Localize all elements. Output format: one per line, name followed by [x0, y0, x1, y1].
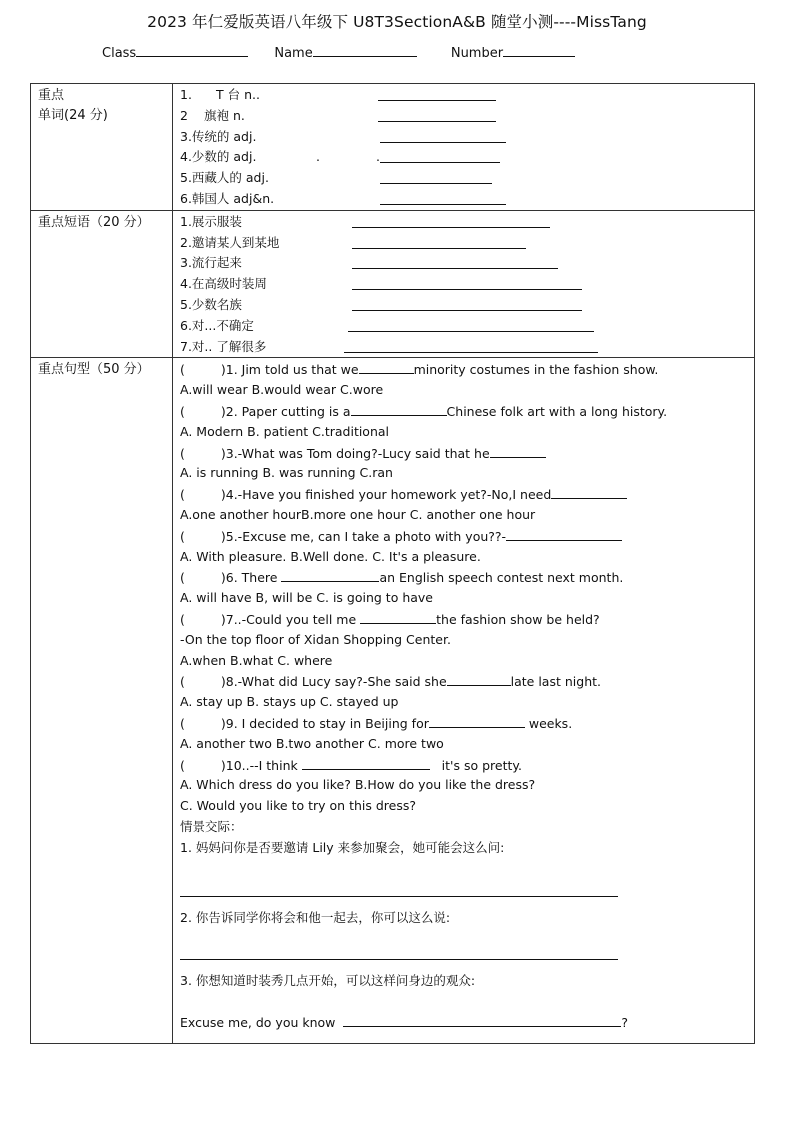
situational-answer-1 [180, 858, 754, 908]
question-line [180, 567, 754, 588]
question-text: )4.-Have you finished your homework yet?-No,I need [220, 487, 552, 503]
vocab-item-text: T 台 n.. [216, 87, 260, 102]
phrase-item [180, 316, 754, 337]
answer-bracket[interactable]: ( [180, 528, 185, 544]
question-line [180, 755, 754, 776]
phrases-label-cell [31, 210, 173, 358]
situational-question-3: 3. 你想知道时装秀几点开始，可以这样问身边的观众: [180, 973, 476, 989]
option-line: A. is running B. was running C.ran [180, 465, 393, 481]
phrase-item-text: 4.在高级时装周 [180, 276, 267, 292]
question-line [180, 671, 754, 692]
question-text: )8.-What did Lucy say?-She said she [220, 674, 447, 690]
question-text: the fashion show be held? [436, 611, 600, 627]
answer-blank[interactable] [359, 359, 414, 374]
option-line: A.when B.what C. where [180, 652, 333, 668]
vocab-answer-blank[interactable] [378, 121, 496, 122]
vocab-item-text: 5.西藏人的 adj. [180, 170, 269, 186]
question-text: weeks. [528, 715, 573, 731]
situational-question-2: 2. 你告诉同学你将会和他一起去，你可以这么说: [180, 910, 451, 926]
answer-blank[interactable] [281, 567, 379, 582]
vocab-item [180, 147, 754, 168]
vocab-label-cell [31, 84, 173, 211]
vocab-item-text: 4.少数的 adj. [180, 149, 257, 165]
phrase-item [180, 212, 754, 233]
vocab-answer-blank[interactable] [380, 204, 506, 205]
question-line [180, 713, 754, 734]
phrase-answer-blank[interactable] [352, 248, 526, 249]
vocab-item [180, 168, 754, 189]
phrase-item [180, 253, 754, 274]
answer-prefix: Excuse me, do you know [180, 1015, 336, 1031]
phrase-item [180, 233, 754, 254]
question-text: an English speech contest next month. [379, 570, 624, 586]
sentences-content-cell [173, 358, 755, 1044]
phrase-answer-blank[interactable] [352, 268, 558, 269]
vocab-label-line2: 单词(24 分) [38, 108, 108, 123]
question-text: late last night. [510, 674, 601, 690]
question-text: )10..--I think [220, 757, 298, 773]
quiz-table [30, 83, 755, 1044]
name-label: Name [274, 46, 313, 61]
option-line: A.will wear B.would wear C.wore [180, 382, 384, 398]
sentences-label-cell [31, 358, 173, 1044]
option-line: A.one another hourB.more one hour C. another one hour [180, 506, 536, 522]
class-field[interactable] [136, 44, 248, 57]
phrase-item-text: 1.展示服装 [180, 213, 242, 229]
question-line [180, 359, 754, 380]
phrase-answer-blank[interactable] [348, 331, 594, 332]
vocab-dot: . [376, 149, 380, 165]
answer-bracket[interactable]: ( [180, 487, 185, 503]
answer-bracket[interactable]: ( [180, 570, 185, 586]
vocab-answer-blank[interactable] [380, 162, 500, 163]
answer-blank[interactable] [506, 526, 622, 541]
option-line: A. Modern B. patient C.traditional [180, 423, 390, 439]
vocab-item-text: 6.韩国人 adj&n. [180, 190, 275, 206]
option-line: -On the top floor of Xidan Shopping Center. [180, 631, 451, 647]
question-line [180, 443, 754, 464]
situational-question-1: 1. 妈妈问你是否要邀请 Lily 来参加聚会，她可能会这么问: [180, 839, 505, 855]
sentences-label: 重点句型（50 分） [38, 362, 150, 378]
option-line: A. will have B, will be C. is going to have [180, 590, 433, 606]
answer-blank[interactable] [343, 1012, 621, 1027]
vocab-label-line1: 重点 [38, 88, 65, 103]
phrase-item [180, 337, 754, 358]
answer-blank[interactable] [447, 671, 511, 686]
vocab-item-text: 3.传统的 adj. [180, 128, 257, 144]
answer-bracket[interactable]: ( [180, 403, 185, 419]
phrase-item-text: 5.少数名族 [180, 296, 242, 312]
situational-answer-2 [180, 929, 754, 971]
phrases-row [31, 210, 755, 358]
vocab-answer-blank[interactable] [380, 142, 506, 143]
question-text: it's so pretty. [441, 757, 522, 773]
answer-blank[interactable] [351, 401, 447, 416]
question-text: )9. I decided to stay in Beijing for [220, 715, 429, 731]
phrase-item [180, 295, 754, 316]
vocab-item-text: 旗袍 n. [204, 107, 245, 123]
situational-title: 情景交际： [180, 818, 243, 834]
vocab-item-number: 1. [180, 87, 192, 102]
page-title: 2023 年仁爱版英语八年级下 U8T3SectionA&B 随堂小测----MissTang [147, 13, 647, 31]
spacer [180, 992, 754, 1012]
option-line: A. another two B.two another C. more two [180, 735, 444, 751]
question-text: )7..-Could you tell me [220, 611, 357, 627]
phrase-answer-blank[interactable] [352, 310, 582, 311]
vocab-row [31, 84, 755, 211]
situational-answer-3 [180, 1012, 754, 1033]
vocab-answer-blank[interactable] [380, 183, 492, 184]
phrase-answer-blank[interactable] [352, 227, 550, 228]
answer-bracket[interactable]: ( [180, 362, 185, 378]
vocab-item [180, 127, 754, 148]
phrases-label: 重点短语（20 分） [38, 214, 150, 230]
name-field[interactable] [313, 44, 417, 57]
number-field[interactable] [503, 44, 575, 57]
question-text: )6. There [220, 570, 278, 586]
question-text: )2. Paper cutting is a [220, 403, 351, 419]
question-line [180, 401, 754, 422]
answer-bracket[interactable]: ( [180, 674, 185, 690]
phrase-item-text: 2.邀请某人到某地 [180, 234, 280, 250]
question-text: Chinese folk art with a long history. [446, 403, 668, 419]
sentences-row [31, 358, 755, 1044]
question-line [180, 526, 754, 547]
option-line: A. stay up B. stays up C. stayed up [180, 694, 399, 710]
vocab-answer-blank[interactable] [378, 100, 496, 101]
answer-bracket[interactable]: ( [180, 611, 185, 627]
question-text: )3.-What was Tom doing?-Lucy said that he [220, 445, 490, 461]
phrases-content-cell [173, 210, 755, 358]
answer-line[interactable] [180, 896, 618, 897]
answer-blank[interactable] [302, 755, 430, 770]
answer-blank[interactable] [360, 609, 436, 624]
vocab-item [180, 85, 754, 106]
answer-blank[interactable] [490, 443, 546, 458]
answer-bracket[interactable]: ( [180, 445, 185, 461]
answer-line[interactable] [180, 959, 618, 960]
student-info-row [102, 44, 575, 61]
class-label: Class [102, 46, 137, 61]
answer-bracket[interactable]: ( [180, 715, 185, 731]
answer-blank[interactable] [551, 484, 627, 499]
phrase-answer-blank[interactable] [344, 352, 598, 353]
option-line: A. Which dress do you like? B.How do you like the dress? [180, 777, 536, 793]
question-line [180, 609, 754, 630]
vocab-item-number: 2 [180, 107, 188, 123]
number-label: Number [450, 46, 504, 61]
answer-suffix: ? [621, 1015, 628, 1031]
phrase-item [180, 274, 754, 295]
vocab-content-cell [173, 84, 755, 211]
option-line: C. Would you like to try on this dress? [180, 798, 417, 814]
vocab-dot: . [316, 149, 320, 165]
question-text: minority costumes in the fashion show. [413, 362, 659, 378]
vocab-item [180, 106, 754, 127]
vocab-item [180, 189, 754, 210]
answer-blank[interactable] [429, 713, 525, 728]
option-line: A. With pleasure. B.Well done. C. It's a pleasure. [180, 548, 481, 564]
phrase-item-text: 3.流行起来 [180, 255, 242, 271]
answer-bracket[interactable]: ( [180, 757, 185, 773]
phrase-item-text: 7.对.. 了解很多 [180, 338, 267, 354]
phrase-item-text: 6.对...不确定 [180, 317, 254, 333]
question-text: )1. Jim told us that we [220, 362, 359, 378]
phrase-answer-blank[interactable] [352, 289, 582, 290]
question-line [180, 484, 754, 505]
question-text: )5.-Excuse me, can I take a photo with you??- [220, 528, 507, 544]
